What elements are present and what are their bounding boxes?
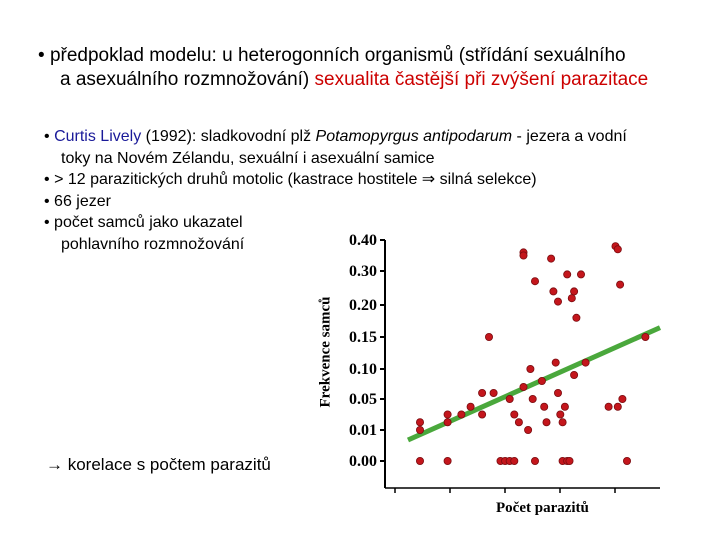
data-point xyxy=(520,252,527,259)
data-point xyxy=(554,298,561,305)
data-point xyxy=(444,457,451,464)
bullet-marker: • xyxy=(38,45,45,66)
data-point xyxy=(444,419,451,426)
data-point xyxy=(623,457,630,464)
sub-bullet-1-tail: - jezera a vodní xyxy=(512,128,627,145)
y-tick-label: 0.01 xyxy=(349,422,377,439)
author-name: Curtis Lively xyxy=(54,128,142,145)
species-name: Potamopyrgus antipodarum xyxy=(315,128,513,145)
data-point xyxy=(531,278,538,285)
y-tick-label: 0.15 xyxy=(349,329,377,346)
data-point xyxy=(571,288,578,295)
data-point xyxy=(582,359,589,366)
data-point xyxy=(511,411,518,418)
bullet-marker: • xyxy=(44,128,50,145)
data-point xyxy=(458,411,465,418)
data-point xyxy=(479,411,486,418)
main-bullet-line1: předpoklad modelu: u heterogonních organismů (střídání sexuálního xyxy=(49,45,626,66)
data-point xyxy=(485,333,492,340)
data-point xyxy=(416,457,423,464)
data-point xyxy=(511,457,518,464)
sub-bullet-1-text: (1992): sladkovodní plž xyxy=(141,128,316,145)
y-axis-label: Frekvence samců xyxy=(317,296,334,408)
data-point xyxy=(548,255,555,262)
data-point xyxy=(561,403,568,410)
data-point xyxy=(614,246,621,253)
bullet-marker: • xyxy=(44,171,50,188)
data-point xyxy=(520,383,527,390)
data-point xyxy=(479,389,486,396)
y-tick-label: 0.10 xyxy=(349,361,377,378)
data-point xyxy=(566,457,573,464)
data-point xyxy=(525,426,532,433)
y-tick-label: 0.40 xyxy=(349,232,377,249)
data-point xyxy=(557,411,564,418)
y-tick-label: 0.00 xyxy=(349,453,377,470)
y-tick-label: 0.30 xyxy=(349,263,377,280)
data-point xyxy=(515,419,522,426)
y-tick-label: 0.05 xyxy=(349,391,377,408)
data-point xyxy=(550,288,557,295)
sub-bullet-2-tail: silná selekce) xyxy=(435,171,537,188)
data-point xyxy=(541,403,548,410)
sub-bullet-4: • počet samců jako ukazatel xyxy=(44,214,243,231)
data-point xyxy=(573,314,580,321)
data-point xyxy=(642,333,649,340)
data-point xyxy=(605,403,612,410)
data-point xyxy=(467,403,474,410)
data-point xyxy=(416,419,423,426)
data-point xyxy=(531,457,538,464)
data-point xyxy=(529,395,536,402)
data-point xyxy=(559,419,566,426)
data-point xyxy=(571,371,578,378)
data-point xyxy=(444,411,451,418)
sub-bullet-3: • 66 jezer xyxy=(44,192,111,210)
data-point xyxy=(577,271,584,278)
sub-bullet-1-cont: toky na Novém Zélandu, sexuální i asexuální samice xyxy=(61,149,435,167)
main-bullet-line2: a asexuálního rozmnožování) xyxy=(60,69,315,90)
greater-than-symbol: > xyxy=(54,171,64,188)
sub-bullet-2-text: 12 parazitických druhů motolic (kastrace hostitele xyxy=(67,171,422,188)
data-point xyxy=(617,281,624,288)
main-bullet-highlight: sexualita častější při zvýšení parazitace xyxy=(314,69,649,90)
data-point xyxy=(416,426,423,433)
data-point xyxy=(543,419,550,426)
data-point xyxy=(538,377,545,384)
implies-arrow-icon: ⇒ xyxy=(421,171,436,188)
x-axis-label: Počet parazitů xyxy=(496,500,589,516)
data-point xyxy=(490,389,497,396)
conclusion-text: korelace s počtem parazitů xyxy=(63,455,271,474)
data-point xyxy=(527,365,534,372)
data-point xyxy=(614,403,621,410)
data-point xyxy=(568,295,575,302)
data-point xyxy=(552,359,559,366)
data-point xyxy=(554,389,561,396)
data-point xyxy=(506,395,513,402)
right-arrow-icon: → xyxy=(46,455,63,474)
sub-bullet-4-cont: pohlavního rozmnožování xyxy=(61,235,245,253)
data-point xyxy=(564,271,571,278)
data-point xyxy=(619,395,626,402)
y-tick-label: 0.20 xyxy=(349,297,377,314)
